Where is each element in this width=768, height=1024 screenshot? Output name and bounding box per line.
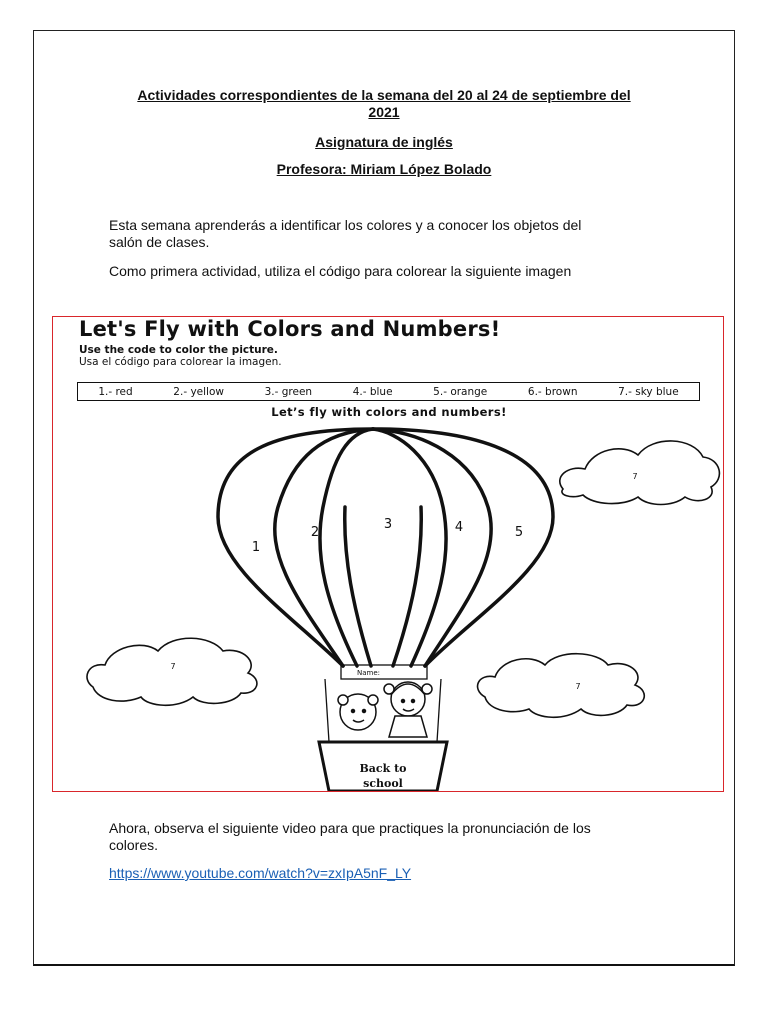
cloud-number-left: 7 [170, 662, 176, 671]
worksheet-instruction-en: Use the code to color the picture. [79, 344, 278, 356]
balloon-outline-icon [218, 429, 553, 666]
cloud-icon-left [87, 638, 257, 705]
intro-paragraph-line-1: Esta semana aprenderás a identificar los colores y a conocer los objetos del [109, 217, 582, 233]
cloud-number-right-bottom: 7 [575, 682, 581, 691]
name-label: Name: [357, 669, 381, 677]
title-line-1: Actividades correspondientes de la semana del 20 al 24 de septiembre del [137, 87, 631, 103]
cloud-number-right-top: 7 [632, 472, 638, 481]
cloud-icon-right-bottom [478, 654, 645, 718]
balloon-number-5: 5 [514, 525, 524, 540]
youtube-video-link[interactable]: https://www.youtube.com/watch?v=zxIpA5nF_LY [109, 865, 412, 881]
cloud-icon-right-top [560, 441, 720, 505]
worksheet-subtitle: Let’s fly with colors and numbers! [271, 405, 507, 419]
color-code-7: 7.- sky blue [618, 385, 679, 398]
balloon-stripe-4 [373, 429, 491, 666]
worksheet-title: Let's Fly with Colors and Numbers! [79, 317, 501, 341]
color-code-6: 6.- brown [527, 385, 578, 398]
basket-text-line-1: Back to [359, 762, 407, 775]
color-code-4: 4.- blue [352, 385, 393, 398]
color-code-2: 2.- yellow [173, 385, 224, 398]
balloon-number-3: 3 [383, 517, 393, 532]
outro-paragraph-line-2: colores. [109, 837, 159, 853]
balloon-number-2: 2 [310, 525, 320, 540]
balloon-number-4: 4 [454, 520, 464, 535]
worksheet-instruction-es: Usa el código para colorear la imagen. [79, 356, 282, 368]
color-code-3: 3.- green [264, 385, 313, 398]
name-tag-frame [341, 665, 427, 679]
balloon-stripe-1 [275, 429, 373, 666]
color-code-1: 1.- red [98, 385, 133, 398]
color-code-5: 5.- orange [433, 385, 488, 398]
balloon-number-1: 1 [251, 540, 261, 555]
instruction-paragraph: Como primera actividad, utiliza el código para colorear la siguiente imagen [109, 263, 572, 279]
subject-heading: Asignatura de inglés [315, 134, 453, 150]
basket-text-line-2: school [363, 777, 403, 790]
teacher-heading: Profesora: Miriam López Bolado [276, 161, 492, 177]
outro-paragraph-line-1: Ahora, observa el siguiente video para que practiques la pronunciación de los [109, 820, 591, 836]
intro-paragraph-line-2: salón de clases. [109, 234, 210, 250]
balloon-illustration [53, 317, 724, 792]
balloon-stripe-3 [373, 429, 446, 666]
title-line-2: 2021 [368, 104, 400, 120]
children-icon [338, 682, 432, 737]
coloring-worksheet [52, 316, 724, 792]
